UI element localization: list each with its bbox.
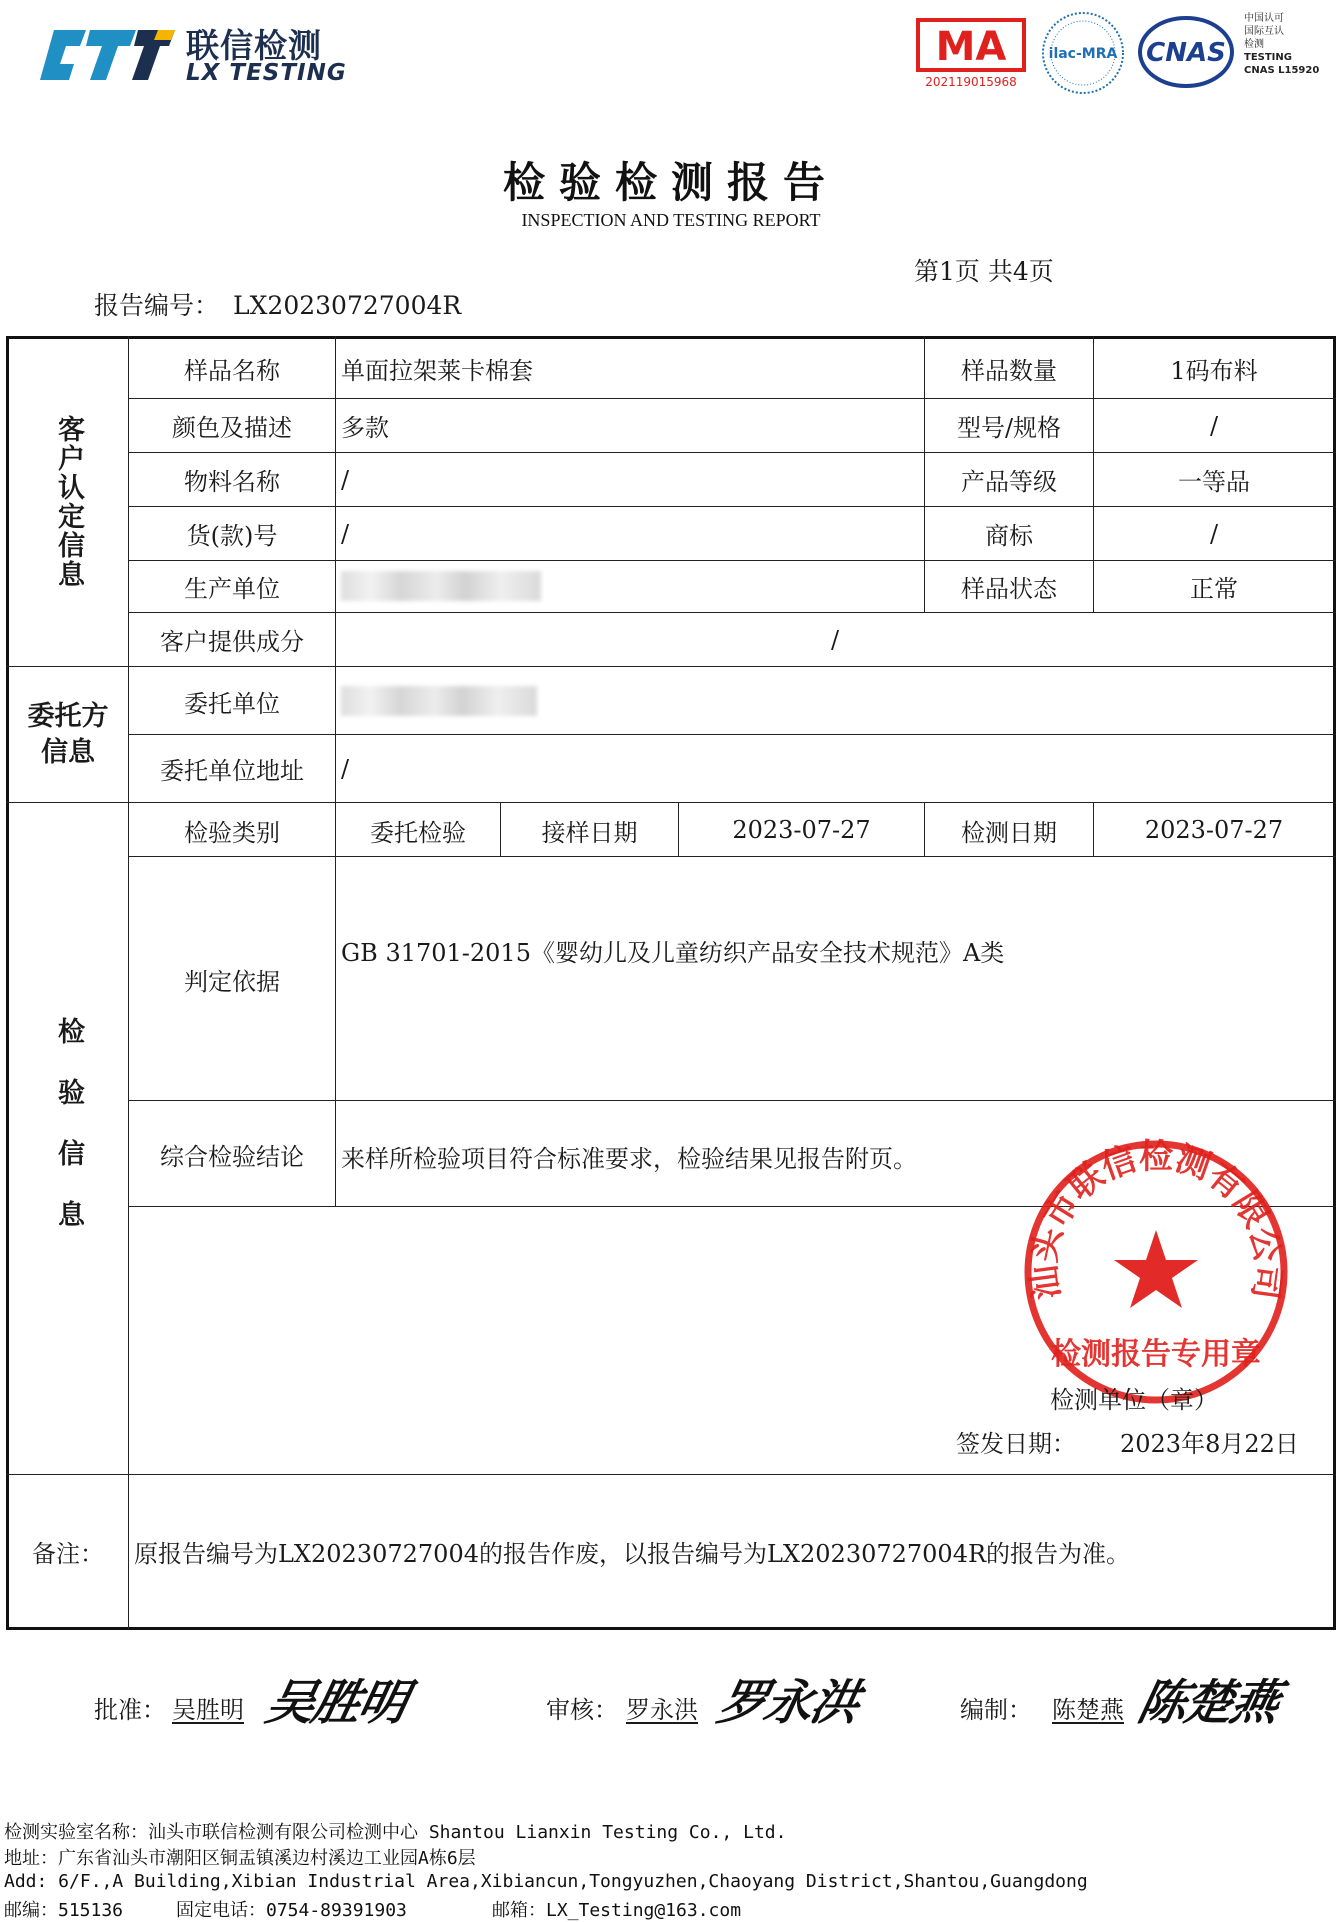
test-date-label: 检测日期 bbox=[961, 818, 1057, 847]
item-no-value: / bbox=[341, 519, 350, 548]
issue-date-label: 签发日期： bbox=[956, 1430, 1076, 1458]
receive-date-label: 接样日期 bbox=[541, 818, 638, 847]
review-name: 罗永洪 bbox=[626, 1696, 698, 1724]
model-label: 型号/规格 bbox=[956, 414, 1062, 442]
producer-redacted bbox=[341, 571, 541, 601]
status-value: 正常 bbox=[1190, 575, 1238, 603]
receive-date-value: 2023-07-27 bbox=[732, 816, 871, 844]
grade-label: 产品等级 bbox=[961, 468, 1057, 496]
status-label: 样品状态 bbox=[961, 575, 1057, 603]
brand-label: 商标 bbox=[985, 522, 1033, 550]
client-addr-label: 委托单位地址 bbox=[160, 757, 304, 785]
footer-email: 邮箱：LX_Testing@163.com bbox=[492, 1900, 742, 1921]
page-info: 第1页 共4页 bbox=[914, 257, 1054, 286]
producer-label: 生产单位 bbox=[184, 575, 280, 603]
company-name-cn: 联信检测 bbox=[186, 26, 322, 65]
material-label: 物料名称 bbox=[184, 468, 280, 496]
svg-text:CNAS: CNAS bbox=[1146, 38, 1226, 68]
footer-postcode: 邮编：515136 bbox=[4, 1900, 124, 1921]
grade-value: 一等品 bbox=[1178, 468, 1250, 496]
conclusion-label: 综合检验结论 bbox=[160, 1142, 304, 1171]
cma-number: 202119015968 bbox=[925, 75, 1017, 89]
composition-value: / bbox=[830, 625, 840, 654]
color-value: 多款 bbox=[341, 414, 389, 442]
remarks-value: 原报告编号为LX20230727004的报告作废，以报告编号为LX20230727004R的报告为准。 bbox=[134, 1540, 1131, 1568]
composition-label: 客户提供成分 bbox=[160, 628, 304, 656]
approve-signature: 吴胜明 bbox=[261, 1675, 412, 1731]
test-date-value: 2023-07-27 bbox=[1144, 816, 1284, 844]
review-signature: 罗永洪 bbox=[713, 1675, 864, 1731]
footer-address-en: Add: 6/F.,A Building,Xibian Industrial Area,Xibiancun,Tongyuzhen,Chaoyang District,Shantou,Guangdong bbox=[4, 1871, 1088, 1892]
svg-text:汕头市联信检测有限公司: 汕头市联信检测有限公司 bbox=[1023, 1136, 1289, 1302]
basis-value: GB 31701-2015《婴幼儿及儿童纺织产品安全技术规范》A类 bbox=[341, 938, 1005, 967]
conclusion-value: 来样所检验项目符合标准要求，检验结果见报告附页。 bbox=[341, 1144, 917, 1173]
compile-name: 陈楚燕 bbox=[1052, 1696, 1124, 1724]
color-label: 颜色及描述 bbox=[172, 414, 292, 442]
report-subtitle: INSPECTION AND TESTING REPORT bbox=[521, 210, 821, 230]
company-name-en: LX TESTING bbox=[186, 60, 347, 86]
section-customer: 客户认定信息 bbox=[53, 415, 84, 589]
item-no-label: 货(款)号 bbox=[186, 522, 278, 550]
company-seal-icon bbox=[1018, 1134, 1294, 1410]
svg-text:MA: MA bbox=[935, 24, 1007, 70]
approve-name: 吴胜明 bbox=[172, 1696, 244, 1724]
stamp-unit-label: 检测单位（章） bbox=[1050, 1386, 1218, 1414]
svg-text:检测报告专用章: 检测报告专用章 bbox=[1051, 1337, 1261, 1372]
section-inspection: 检验信息 bbox=[53, 1016, 84, 1261]
client-label: 委托单位 bbox=[184, 689, 280, 718]
cnas-accreditation-note: 中国认可 国际互认 检测 TESTING CNAS L15920 bbox=[1244, 13, 1320, 76]
client-redacted bbox=[341, 686, 537, 716]
cma-mark-icon bbox=[912, 14, 1030, 90]
review-label: 审核： bbox=[546, 1696, 618, 1724]
section-client: 委托方信息 bbox=[27, 700, 109, 768]
report-title: 检验检测报告 bbox=[502, 158, 839, 207]
footer-address-cn: 地址：广东省汕头市潮阳区铜盂镇溪边村溪边工业园A栋6层 bbox=[4, 1848, 476, 1869]
cnas-mark-icon bbox=[1136, 14, 1236, 90]
report-number: 报告编号： LX20230727004R bbox=[94, 291, 462, 320]
remarks-label: 备注： bbox=[32, 1540, 104, 1568]
sample-qty-value: 1码布料 bbox=[1170, 356, 1258, 385]
footer-phone: 固定电话：0754-89391903 bbox=[176, 1900, 407, 1921]
material-value: / bbox=[341, 465, 350, 494]
ilac-mra-icon bbox=[1040, 10, 1126, 96]
model-value: / bbox=[1209, 411, 1219, 440]
approve-label: 批准： bbox=[94, 1696, 166, 1724]
compile-signature: 陈楚燕 bbox=[1133, 1675, 1284, 1731]
sample-name-label: 样品名称 bbox=[184, 356, 280, 385]
basis-label: 判定依据 bbox=[184, 967, 280, 996]
footer-lab-name: 检测实验室名称：汕头市联信检测有限公司检测中心 Shantou Lianxin Testing Co., Ltd. bbox=[4, 1822, 787, 1843]
type-label: 检验类别 bbox=[184, 818, 280, 847]
compile-label: 编制： bbox=[960, 1696, 1032, 1724]
sample-qty-label: 样品数量 bbox=[961, 356, 1057, 385]
company-logo-icon bbox=[40, 22, 175, 88]
brand-value: / bbox=[1209, 519, 1219, 548]
sample-name-value: 单面拉架莱卡棉套 bbox=[341, 356, 533, 385]
type-value: 委托检验 bbox=[370, 818, 466, 847]
svg-text:ilac-MRA: ilac-MRA bbox=[1048, 46, 1118, 62]
client-addr-value: / bbox=[341, 754, 350, 783]
issue-date-value: 2023年8月22日 bbox=[1120, 1430, 1299, 1458]
